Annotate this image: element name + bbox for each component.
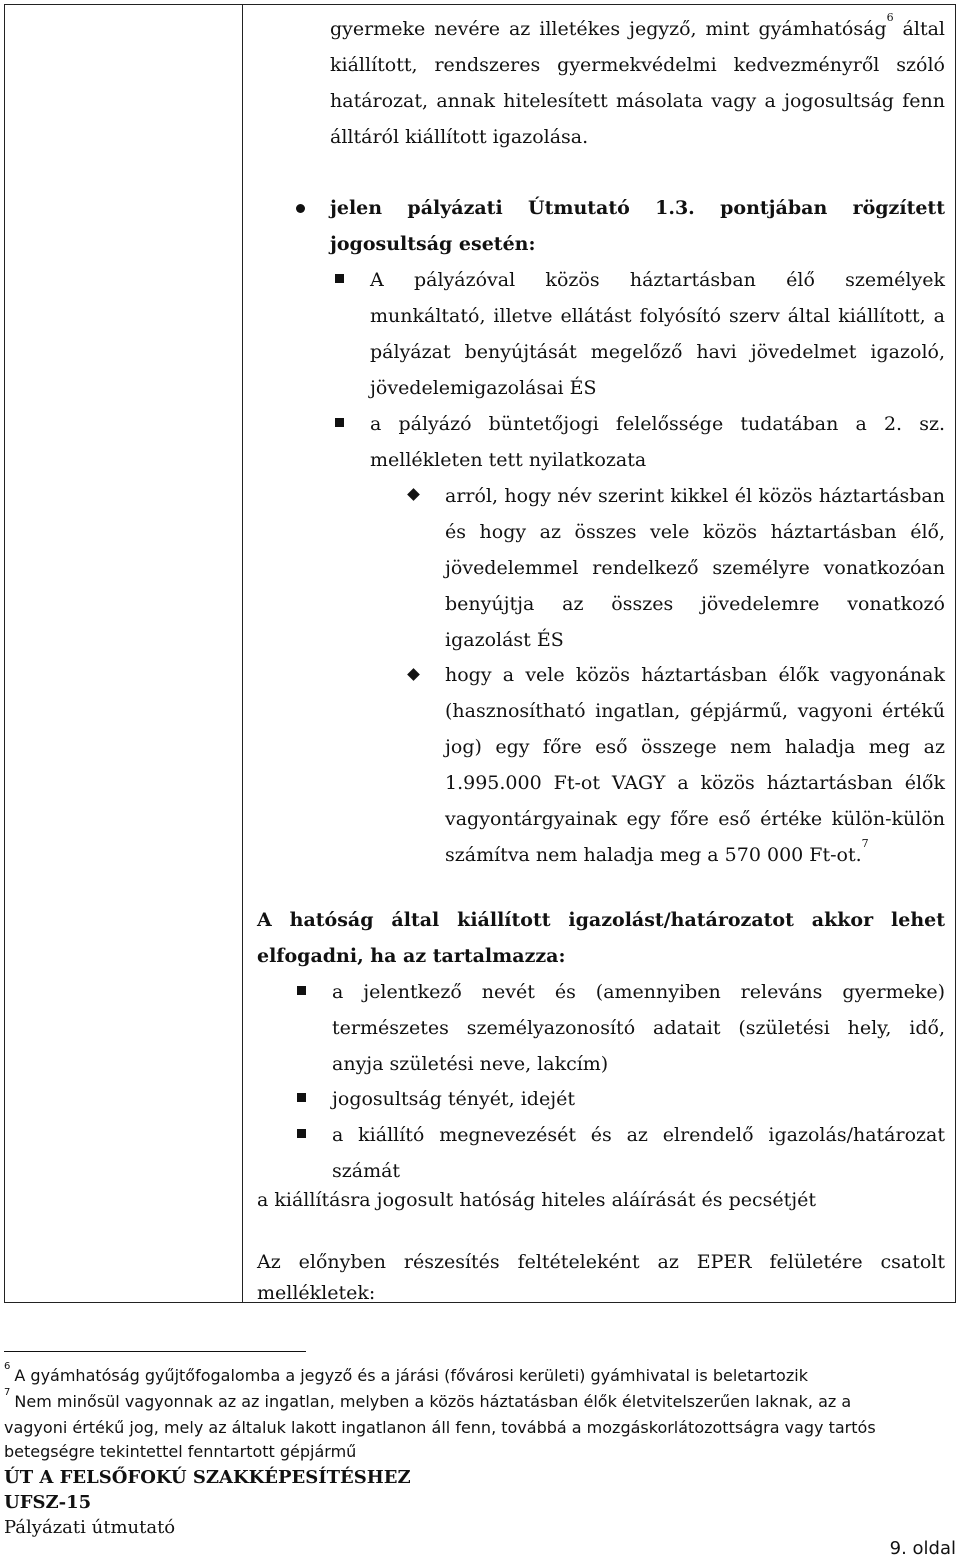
footer-subtitle: Pályázati útmutató [4,1517,176,1538]
section-heading: jelen pályázati Útmutató 1.3. pontjában rögzített [330,197,945,219]
diamond-bullet-icon [407,668,420,681]
document-table [4,4,956,1303]
footnote-7-line: betegségre tekintettel fenntartott gépjármű [4,1442,357,1461]
list-item-line: anyja születési neve, lakcím) [332,1053,609,1075]
authority-heading: elfogadni, ha az tartalmazza: [257,945,566,967]
list-item-line: jogosultság tényét, idejét [332,1088,575,1110]
list-item-line: jövedelemigazolásai ÉS [370,377,597,399]
list-item-line: természetes személyazonosító adatait (születési hely, idő, [332,1017,945,1039]
sub-item-line: jog) egy főre eső összege nem haladja meg az [445,736,945,758]
sub-item-line: igazolást ÉS [445,629,564,651]
sub-item-line: benyújtja az összes jövedelemre vonatkozó [445,593,945,615]
sub-item-line: számítva nem haladja meg a 570 000 Ft-ot.$^7$ [445,836,869,866]
attachments-line: mellékletek: [257,1282,376,1304]
page-number: 9. oldal [889,1538,956,1559]
intro-line: gyermeke nevére az illetékes jegyző, mint gyámhatóság$^6$ által [330,10,945,40]
footnote-6: $^6$ A gyámhatóság gyűjtőfogalomba a jegyző és a járási (fővárosi kerületi) gyámhivatal is beletartozik [4,1360,808,1385]
footnote-7: $^7$ Nem minősül vagyonnak az az ingatlan, melyben a közös háztatásban élők életvitelszerűen laknak, az a [4,1386,852,1411]
sub-item-line: 1.995.000 Ft-ot VAGY a közös háztartásban élők [445,772,945,794]
square-bullet-icon [335,418,344,427]
table-content-cell [243,5,955,1302]
list-item-line: számát [332,1160,401,1182]
list-item-line: munkáltató, illetve ellátást folyósító szerv által kiállított, a [370,305,945,327]
intro-line: határozat, annak hitelesített másolata vagy a jogosultság fenn [330,90,945,112]
sub-item-line: és hogy az összes vele közös háztartásban élő, [445,521,945,543]
sub-item-line: vagyontárgyainak egy főre eső értéke külön-külön [445,808,945,830]
square-bullet-icon [335,274,344,283]
list-item-line: pályázat benyújtását megelőző havi jövedelmet igazoló, [370,341,945,363]
attachments-line: Az előnyben részesítés feltételeként az EPER felületére csatolt [257,1251,945,1273]
bullet-dot-icon [296,204,305,213]
footnote-7-line: vagyoni értékű jog, mely az általuk lakott ingatlanon áll fenn, továbbá a mozgáskorlátozottságra vagy tartós [4,1418,876,1437]
list-item-line: a kiállító megnevezését és az elrendelő igazolás/határozat [332,1124,945,1146]
sub-item-line: arról, hogy név szerint kikkel él közös háztartásban [445,485,945,507]
intro-line: álltáról kiállított igazolása. [330,126,589,148]
list-item-line: a pályázó büntetőjogi felelőssége tudatában a 2. sz. [370,413,945,435]
authority-heading: A hatóság által kiállított igazolást/határozatot akkor lehet [257,909,945,931]
square-bullet-icon [297,1129,306,1138]
plain-line: a kiállításra jogosult hatóság hiteles aláírását és pecsétjét [257,1189,817,1211]
diamond-bullet-icon [407,488,420,501]
sub-item-line: hogy a vele közös háztartásban élők vagyonának [445,664,945,686]
square-bullet-icon [297,1093,306,1102]
list-item-line: A pályázóval közös háztartásban élő személyek [370,269,945,291]
list-item-line: a jelentkező nevét és (amennyiben releváns gyermeke) [332,981,945,1003]
footnote-separator [4,1351,306,1352]
sub-item-line: (hasznosítható ingatlan, gépjármű, vagyoni értékű [445,700,945,722]
intro-line: kiállított, rendszeres gyermekvédelmi kedvezményről szóló [330,54,945,76]
square-bullet-icon [297,986,306,995]
list-item-line: mellékleten tett nyilatkozata [370,449,647,471]
footer-code: UFSZ-15 [4,1492,92,1513]
footer-title: ÚT A FELSŐFOKÚ SZAKKÉPESÍTÉSHEZ [4,1467,411,1488]
section-heading: jogosultság esetén: [330,233,536,255]
sub-item-line: jövedelemmel rendelkező személyre vonatkozóan [445,557,945,579]
